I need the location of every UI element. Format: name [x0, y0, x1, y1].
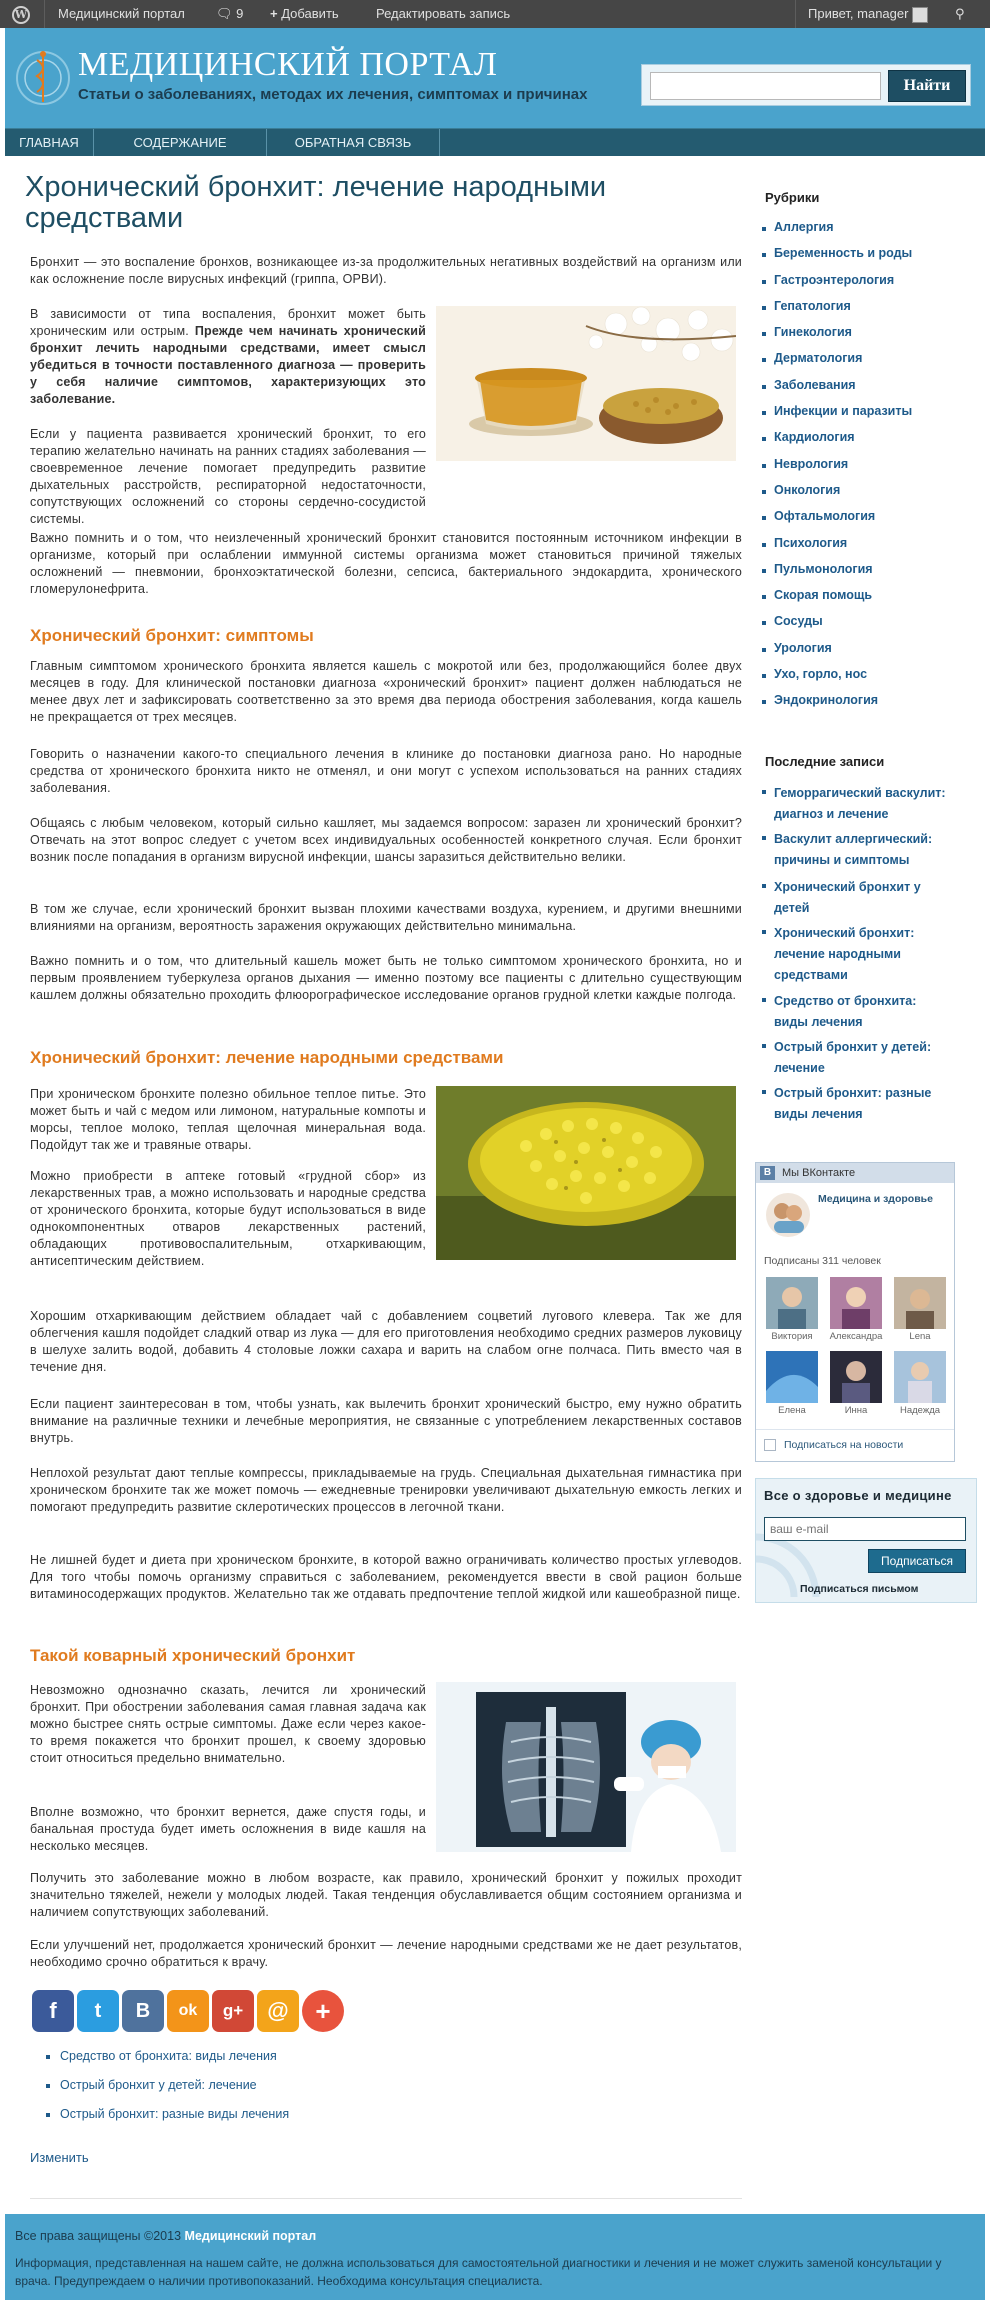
vk-member-name: Виктория: [771, 1331, 813, 1342]
rubrics-title: Рубрики: [765, 190, 820, 205]
vk-widget: [755, 1162, 955, 1462]
search-icon[interactable]: ⚲: [955, 6, 965, 21]
recent-posts-title: Последние записи: [765, 754, 885, 769]
nav-item-home[interactable]: ГЛАВНАЯ: [19, 135, 79, 150]
google-plus-share-icon[interactable]: g+: [212, 1990, 254, 2032]
edit-post-link[interactable]: Редактировать запись: [376, 6, 511, 21]
section-heading-insidious: Такой коварный хронический бронхит: [30, 1646, 356, 1665]
rubric-link[interactable]: Дерматология: [756, 351, 912, 377]
rubric-link[interactable]: Инфекции и паразиты: [756, 404, 912, 430]
vk-member-avatar[interactable]: [766, 1277, 818, 1329]
vk-subscribe-news[interactable]: Подписаться на новости: [784, 1439, 904, 1451]
rubric-link[interactable]: Урология: [756, 641, 912, 667]
vk-member-avatar[interactable]: [894, 1277, 946, 1329]
recent-post-link[interactable]: Геморрагический васкулит: диагноз и лечение: [756, 783, 946, 829]
mailru-share-icon[interactable]: @: [257, 1990, 299, 2032]
vk-subscriber-count: Подписаны 311 человек: [764, 1255, 881, 1267]
vkontakte-share-icon[interactable]: В: [122, 1990, 164, 2032]
vk-member-name: Инна: [844, 1405, 868, 1416]
medical-logo-icon: [13, 38, 73, 118]
comment-icon: 🗨: [216, 6, 233, 21]
rubric-link[interactable]: Беременность и роды: [756, 246, 912, 272]
subscribe-button[interactable]: Подписаться: [868, 1549, 966, 1573]
rubric-link[interactable]: Неврология: [756, 457, 912, 483]
edit-post-link[interactable]: Изменить: [30, 2150, 89, 2165]
vk-group-avatar[interactable]: [764, 1191, 812, 1239]
vk-member-avatar[interactable]: [766, 1351, 818, 1403]
subscribe-by-email-link[interactable]: Подписаться письмом: [800, 1583, 919, 1595]
vk-member-name: Елена: [778, 1405, 806, 1416]
paragraph: При хроническом бронхите полезно обильное теплое питье. Это может быть и чай с медом или лимоном, натуральные компоты и морсы, теплое молоко, теплая щелочная минеральная вода. Подойдут так же и травяные отвары.: [30, 1087, 426, 1152]
rubric-link[interactable]: Скорая помощь: [756, 588, 912, 614]
rubric-link[interactable]: Гинекология: [756, 325, 912, 351]
rubric-link[interactable]: Эндокринология: [756, 693, 912, 719]
vk-member-name: Lena: [909, 1331, 931, 1342]
paragraph: Общаясь с любым человеком, который сильно кашляет, мы задаемся вопросом: заразен ли хронический бронхит? Отвечать на этот вопрос следует с учетом всех индивидуальных особенностей конкретного случая. Если бронхит возник после попадания в организм вирусной инфекции, шансы заразиться действительно велики.: [30, 816, 742, 864]
add-new-link[interactable]: + Добавить: [270, 6, 339, 21]
plus-icon: +: [270, 6, 278, 21]
search-input[interactable]: [650, 72, 881, 100]
vk-group-name[interactable]: Медицина и здоровье: [818, 1193, 933, 1205]
related-post-link[interactable]: Средство от бронхита: виды лечения: [44, 2049, 289, 2078]
vk-member-name: Надежда: [899, 1405, 941, 1416]
more-share-icon[interactable]: +: [302, 1990, 344, 2032]
rubric-link[interactable]: Заболевания: [756, 378, 912, 404]
subscribe-title: Все о здоровье и медицине: [764, 1488, 952, 1503]
paragraph: Важно помнить и о том, что неизлеченный хронический бронхит становится постоянным источником инфекции в организме, который при ослаблении иммунной системы организма может становиться причиной тяжелых осложнений — пневмонии, бронхоэктатической болезни, сепсиса, бактериального эндокардита, хронического гломерулонефрита.: [30, 531, 742, 596]
rubric-link[interactable]: Гепатология: [756, 299, 912, 325]
facebook-share-icon[interactable]: f: [32, 1990, 74, 2032]
paragraph: Неплохой результат дают теплые компрессы, прикладываемые на грудь. Специальная дыхательная гимнастика при хроническом бронхите так же может помочь — ежедневные тренировки увеличивают дыхательную емкость легких и помогают предупредить развитие склеротических процессов в легочной ткани.: [30, 1466, 742, 1514]
recent-post-link[interactable]: Острый бронхит: разные виды лечения: [756, 1083, 946, 1129]
site-title[interactable]: МЕДИЦИНСКИЙ ПОРТАЛ: [78, 46, 498, 83]
main-nav: [5, 128, 985, 156]
vk-member-avatar[interactable]: [830, 1277, 882, 1329]
paragraph: Невозможно однозначно сказать, лечится ли хронический бронхит. При обострении заболевания самая главная задача как можно быстрее снять острые симптомы. Даже если через какое-то время покажется что бронхит прошел, к своему здоровью стоит относиться предельно внимательно.: [30, 1683, 426, 1765]
recent-post-link[interactable]: Хронический бронхит: лечение народными средствами: [756, 923, 946, 991]
related-posts: [44, 2049, 289, 2136]
footer-disclaimer: Информация, представленная на нашем сайте, не должна использоваться для самостоятельной диагностики и лечения и не может служить заменой консультации у врача. Предупреждаем о наличии противопоказаний. Необходима консультация специалиста.: [15, 2256, 942, 2288]
recent-post-link[interactable]: Хронический бронхит у детей: [756, 877, 946, 923]
related-post-link[interactable]: Острый бронхит: разные виды лечения: [44, 2107, 289, 2136]
vk-logo-icon: В: [760, 1166, 775, 1180]
greeting-account[interactable]: Привет, manager: [808, 0, 928, 28]
odnoklassniki-share-icon[interactable]: ok: [167, 1990, 209, 2032]
vk-member-name: Александра: [829, 1331, 883, 1342]
twitter-share-icon[interactable]: t: [77, 1990, 119, 2032]
paragraph: Если у пациента развивается хронический бронхит, то его терапию желательно начинать на ранних стадиях заболевания — своевременное лечение помогает предупредить развитие дыхательных расстройств, респираторной недостаточности, сопутствующих осложнений со стороны сердечно-сосудистой системы.: [30, 427, 426, 526]
page-title: Хронический бронхит: лечение народными средствами: [25, 171, 607, 234]
vk-member-avatar[interactable]: [894, 1351, 946, 1403]
recent-post-link[interactable]: Острый бронхит у детей: лечение: [756, 1037, 946, 1083]
recent-post-link[interactable]: Средство от бронхита: виды лечения: [756, 991, 946, 1037]
paragraph: Если пациент заинтересован в том, чтобы узнать, как вылечить бронхит хронический быстро, ему нужно обратить внимание на различные техники и лечебные мероприятия, не связанные с употреблением лекарственных составов внутрь.: [30, 1397, 742, 1445]
admin-site-link[interactable]: Медицинский портал: [58, 6, 185, 21]
rubric-link[interactable]: Сосуды: [756, 614, 912, 640]
vk-subscribe-checkbox[interactable]: [764, 1439, 776, 1451]
paragraph: Главным симптомом хронического бронхита является кашель с мокротой или без, продолжающийся более двух месяцев в году. Для клинической постановки диагноза «хронический бронхит» пациент должен наблюдаться не менее двух лет и зафиксировать соответственно за это время два периода обострения заболевания, когда кашель не прекращается от трех месяцев.: [30, 659, 742, 724]
paragraph: Если улучшений нет, продолжается хронический бронхит — лечение народными средствами же не дает результатов, необходимо срочно обратиться к врачу.: [30, 1938, 742, 1969]
divider: [30, 2198, 742, 2199]
paragraph: Важно помнить и о том, что длительный кашель может быть не только симптомом хронического бронхита, но и первым проявлением туберкулеза органов дыхания — именно поэтому все пациенты с длительно существующим кашлем должны обязательно проходить флюорографическое исследование органов грудной клетки каждые полгода.: [30, 954, 742, 1002]
paragraph: Бронхит — это воспаление бронхов, возникающее из-за продолжительных негативных воздействий на организм или как осложнение после вирусных инфекций (гриппа, ОРВИ).: [30, 255, 742, 286]
recent-post-link[interactable]: Васкулит аллергический: причины и симптомы: [756, 829, 946, 877]
avatar: [912, 7, 928, 23]
yellow-flower-image: [436, 1086, 736, 1260]
section-heading-symptoms: Хронический бронхит: симптомы: [30, 626, 314, 645]
nav-item-feedback[interactable]: ОБРАТНАЯ СВЯЗЬ: [294, 135, 412, 150]
paragraph: Говорить о назначении какого-то специального лечения в клинике до постановки диагноза рано. Но народные средства от хронического бронхита никто не отменял, и они могут с успехом использоваться на ранних стадиях заболевания.: [30, 747, 742, 795]
site-footer: [5, 2214, 985, 2300]
site-header: [5, 28, 985, 128]
paragraph-intro: В зависимости от типа воспаления, бронхит может быть хроническим или острым. Прежде чем начинать хронический бронхит лечить народными средствами, имеет смысл убедиться в точности поставленного диагноза — проверить у себя наличие симптомов, характеризующих это заболевание.: [30, 307, 426, 406]
section-heading-treatment: Хронический бронхит: лечение народными средствами: [30, 1048, 504, 1067]
vk-header: В Мы ВКонтакте: [756, 1163, 954, 1183]
paragraph: Вполне возможно, что бронхит вернется, даже спустя годы, и банальная простуда будет иметь осложнения в виде кашля на несколько месяцев.: [30, 1805, 426, 1853]
share-bar: [32, 1990, 352, 2034]
paragraph: Можно приобрести в аптеке готовый «грудной сбор» из лекарственных трав, а можно использовать и народные средства от хронического бронхита, которые будут использоваться в виде однокомпонентных отваров лекарственных растений, обладающих противовоспалительным, отхаркивающим, антисептическим действием.: [30, 1169, 426, 1268]
nav-item-contents[interactable]: СОДЕРЖАНИЕ: [133, 135, 227, 150]
search-button[interactable]: Найти: [888, 70, 966, 102]
rubric-link[interactable]: Пульмонология: [756, 562, 912, 588]
paragraph: В том же случае, если хронический бронхит вызван плохими качествами воздуха, курением, и другими внешними влияниями на организм, вероятность заражения окружающих действительно минимальна.: [30, 902, 742, 933]
rubric-link[interactable]: Онкология: [756, 483, 912, 509]
paragraph: Не лишней будет и диета при хроническом бронхите, в которой важно ограничивать количество простых углеводов. Для того чтобы помочь организму справиться с заболеванием, рекомендуется ввести в свой рацион больше витаминосодержащих продуктов. Желательно так же отдавать предпочтение теплой жидкой или кашеобразной пище.: [30, 1553, 742, 1601]
paragraph: Получить это заболевание можно в любом возрасте, как правило, хронический бронхит у пожилых проходит значительно тяжелей, нежели у молодых людей. Такая тенденция обуславливается общим состоянием организма и наличием сопутствующих заболеваний.: [30, 1871, 742, 1919]
rubric-link[interactable]: Ухо, горло, нос: [756, 667, 912, 693]
footer-site-link[interactable]: Медицинский портал: [184, 2229, 317, 2243]
site-description: Статьи о заболеваниях, методах их лечения, симптомах и причинах: [78, 86, 588, 103]
rubrics-list: [756, 220, 912, 720]
related-post-link[interactable]: Острый бронхит у детей: лечение: [44, 2078, 289, 2107]
footer-copyright: Все права защищены ©2013 Медицинский портал: [15, 2229, 317, 2243]
rubric-link[interactable]: Психология: [756, 536, 912, 562]
rubric-link[interactable]: Кардиология: [756, 430, 912, 456]
rubric-link[interactable]: Гастроэнтерология: [756, 273, 912, 299]
vk-member-avatar[interactable]: [830, 1351, 882, 1403]
rubric-link[interactable]: Аллергия: [756, 220, 912, 246]
subscribe-box: [755, 1478, 977, 1603]
wordpress-icon[interactable]: W: [12, 0, 30, 28]
recent-posts-list: [756, 783, 946, 1129]
email-field[interactable]: [764, 1517, 966, 1541]
search-form: [641, 64, 971, 106]
doctor-xray-image: [436, 1682, 736, 1852]
admin-bar: [0, 0, 990, 28]
comments-link[interactable]: 🗨 9: [216, 6, 244, 21]
paragraph: Хорошим отхаркивающим действием обладает чай с добавлением соцветий лугового клевера. Так же для облегчения кашля подойдет сладкий отвар из лука — для его приготовления необходимо средних размеров луковицу в шелухе залить водой, добавить 4 столовые ложки сахара и варить на слабом огне полчаса. Пить вместо чая в течение дня.: [30, 1309, 742, 1374]
rubric-link[interactable]: Офтальмология: [756, 509, 912, 535]
